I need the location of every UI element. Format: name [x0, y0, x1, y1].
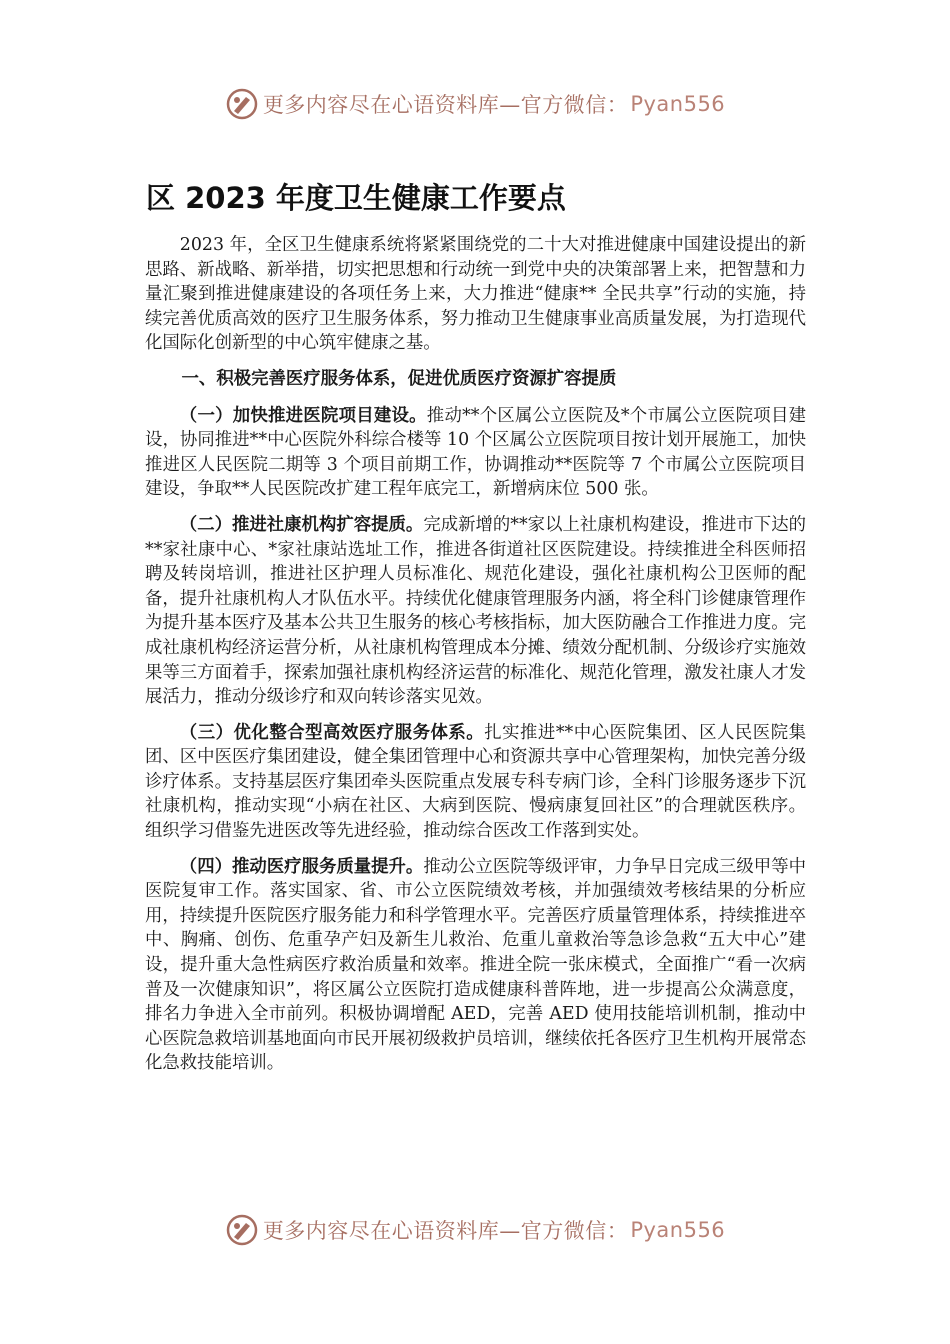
item-paragraph [145, 513, 806, 710]
watermark-text: 更多内容尽在心语资料库—官方微信： [262, 93, 629, 117]
item-lead: （二）推进社康机构扩容提质。 [179, 514, 424, 535]
document-title: 区 2023 年度卫生健康工作要点 [146, 181, 566, 215]
watermark-handle: Pyan556 [630, 1218, 726, 1242]
item-text: 扎实推进**中心医院集团、区人民医院集团、区中医医疗集团建设，健全集团管理中心和资源共享中心管理架构，加快完善分级诊疗体系。支持基层医疗集团牵头医院重点发展专科专病门诊，全科门诊服务逐步下沉社康机构，推动实现“小病在社区、大病到医院、慢病康复回社区”的合理就医秩序。组织学习借鉴先进医改等先进经验，推动综合医改工作落到实处。 [145, 722, 806, 842]
logo-icon [225, 87, 259, 121]
item-text: 推动公立医院等级评审，力争早日完成三级甲等中医院复审工作。落实国家、省、市公立医院绩效考核，并加强绩效考核结果的分析应用，持续提升医院医疗服务能力和科学管理水平。完善医疗质量管理体系，持续推进卒中、胸痛、创伤、危重孕产妇及新生儿救治、危重儿童救治等急诊急救“五大中心”建设，提升重大急性病医疗救治质量和效率。推进全院一张床模式，全面推广“看一次病普及一次健康知识”，将区属公立医院打造成健康科普阵地，进一步提高公众满意度，排名力争进入全市前列。积极协调增配 AED，完善 AED 使用技能培训机制，推动中心医院急救培训基地面向市民开展初级救护员培训，继续依托各医疗卫生机构开展常态化急救技能培训。 [145, 856, 806, 1074]
item-lead: （四）推动医疗服务质量提升。 [179, 856, 424, 877]
watermark-handle: Pyan556 [630, 92, 726, 116]
section-heading: 一、积极完善医疗服务体系，促进优质医疗资源扩容提质 [181, 368, 617, 389]
watermark-banner-top [0, 84, 950, 124]
item-lead: （三）优化整合型高效医疗服务体系。 [179, 722, 485, 743]
intro-paragraph: 2023 年，全区卫生健康系统将紧紧围绕党的二十大对推进健康中国建设提出的新思路、新战略、新举措，切实把思想和行动统一到党中央的决策部署上来，把智慧和力量汇聚到推进健康建设的各项任务上来，大力推进“健康** 全民共享”行动的实施，持续完善优质高效的医疗卫生服务体系，努力推动卫生健康事业高质量发展，为打造现代化国际化创新型的中心筑牢健康之基。 [145, 235, 806, 354]
logo-icon [225, 1213, 259, 1247]
watermark-text: 更多内容尽在心语资料库—官方微信： [262, 1219, 629, 1243]
watermark-banner-bottom [0, 1210, 950, 1250]
item-paragraph [145, 404, 806, 502]
item-text: 推动**个区属公立医院及*个市属公立医院项目建设，协同推进**中心医院外科综合楼等 10 个区属公立医院项目按计划开展施工，加快推进区人民医院二期等 3 个项目前期工作，协调推动**医院等 7 个市属公立医院项目建设，争取**人民医院改扩建工程年底完工，新增病床位 500 张。 [145, 405, 806, 500]
item-paragraph [145, 721, 806, 844]
document-body [145, 233, 806, 1087]
item-paragraph [145, 855, 806, 1076]
item-lead: （一）加快推进医院项目建设。 [179, 405, 427, 426]
item-text: 完成新增的**家以上社康机构建设，推进市下达的**家社康中心、*家社康站选址工作，推进各街道社区医院建设。持续推进全科医师招聘及转岗培训，推进社区护理人员标准化、规范化建设，强化社康机构公卫医师的配备，提升社康机构人才队伍水平。持续优化健康管理服务内涵，将全科门诊健康管理作为提升基本医疗及基本公共卫生服务的核心考核指标，加大医防融合工作推进力度。完成社康机构经济运营分析，从社康机构管理成本分摊、绩效分配机制、分级诊疗实施效果等三方面着手，探索加强社康机构经济运营的标准化、规范化管理，激发社康人才发展活力，推动分级诊疗和双向转诊落实见效。 [145, 514, 806, 708]
